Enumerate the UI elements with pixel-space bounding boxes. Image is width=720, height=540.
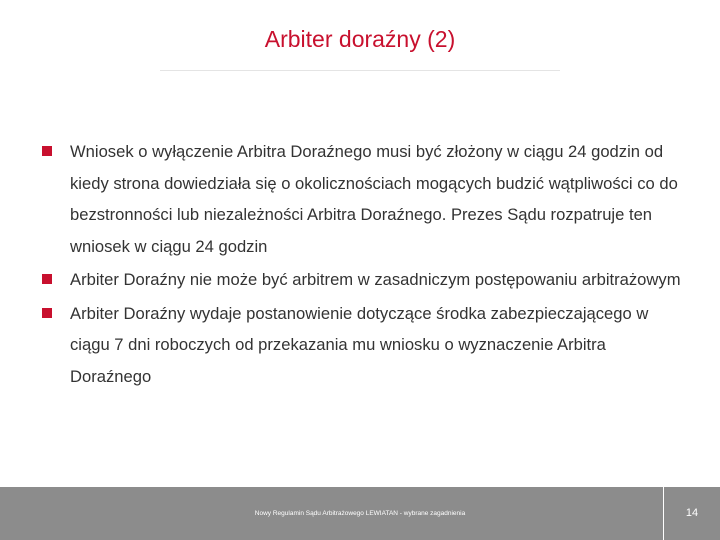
bullet-text: Wniosek o wyłączenie Arbitra Doraźnego musi być złożony w ciągu 24 godzin od kiedy strona dowiedziała się o okolicznościach mogących budzić wątpliwości co do bezstronności lub niezależności Arbitra Doraźnego. Prezes Sądu rozpatruje ten wniosek w ciągu 24 godzin — [70, 142, 678, 256]
bullet-text: Arbiter Doraźny wydaje postanowienie dotyczące środka zabezpieczającego w ciągu 7 dni roboczych od przekazania mu wniosku o wyznaczenie Arbitra Doraźnego — [70, 303, 649, 386]
bullet-list — [42, 136, 682, 394]
square-bullet-icon — [42, 308, 52, 318]
bullet-item — [42, 298, 682, 393]
bullet-item — [42, 264, 682, 296]
title-divider — [160, 70, 560, 71]
bullet-item — [42, 136, 682, 262]
square-bullet-icon — [42, 146, 52, 156]
footer-text: Nowy Regulamin Sądu Arbitrażowego LEWIATAN - wybrane zagadnienia — [254, 510, 466, 517]
footer-bar — [0, 487, 720, 540]
slide-title: Arbiter doraźny (2) — [264, 26, 456, 52]
page-number: 14 — [685, 507, 699, 519]
bullet-text: Arbiter Doraźny nie może być arbitrem w zasadniczym postępowaniu arbitrażowym — [70, 270, 681, 289]
square-bullet-icon — [42, 274, 52, 284]
